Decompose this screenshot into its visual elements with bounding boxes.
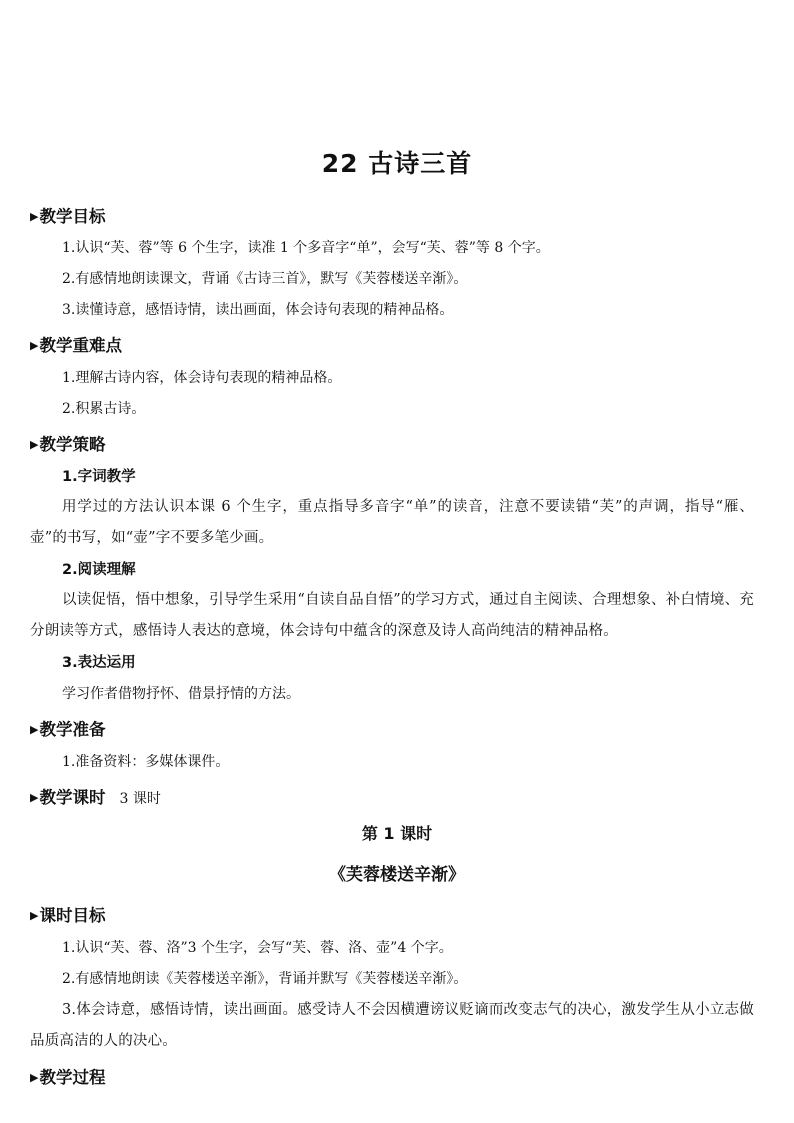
strategy-paragraph: 学习作者借物抒怀、借景抒情的方法。 <box>62 686 300 702</box>
triangle-bullet-icon: ▶ <box>30 723 39 736</box>
goal-item: 1.认识“芙、蓉”等 6 个生字，读准 1 个多音字“单”，会写“芙、蓉”等 8 个字。 <box>62 240 550 256</box>
triangle-bullet-icon: ▶ <box>30 909 39 922</box>
hours-value: 3 课时 <box>119 791 161 807</box>
section-heading-process: ▶教学过程 <box>30 1068 106 1087</box>
strategy-paragraph: 以读促悟，悟中想象，引导学生采用“自读自品自悟”的学习方式，通过自主阅读、合理想象、补白情境、充分朗读等方式，感悟诗人表达的意境，体会诗句中蕴含的深意及诗人高尚纯洁的精神品格。 <box>30 592 754 639</box>
lesson-goal-item: 3.体会诗意，感悟诗情，读出画面。感受诗人不会因横遭谤议贬谪而改变志气的决心，激发学生从小立志做品质高洁的人的决心。 <box>30 1002 754 1049</box>
triangle-bullet-icon: ▶ <box>30 339 39 352</box>
goal-item: 2.有感情地朗读课文，背诵《古诗三首》，默写《芙蓉楼送辛渐》。 <box>62 271 468 287</box>
lesson-number: 第 1 课时 <box>361 824 433 843</box>
strategy-subheading: 1.字词教学 <box>62 469 136 485</box>
strategy-subheading: 2.阅读理解 <box>62 562 136 578</box>
key-point-item: 2.积累古诗。 <box>62 401 146 417</box>
preparation-item: 1.准备资料：多媒体课件。 <box>62 754 230 770</box>
page-title: 22 古诗三首 <box>321 149 473 178</box>
triangle-bullet-icon: ▶ <box>30 791 39 804</box>
section-heading-lesson-goals: ▶课时目标 <box>30 906 106 925</box>
section-heading-hours: ▶教学课时 3 课时 <box>30 788 161 807</box>
goal-item: 3.读懂诗意，感悟诗情，读出画面，体会诗句表现的精神品格。 <box>62 302 454 318</box>
triangle-bullet-icon: ▶ <box>30 210 39 223</box>
section-heading-key-points: ▶教学重难点 <box>30 336 122 355</box>
lesson-goal-item: 1.认识“芙、蓉、洛”3 个生字，会写“芙、蓉、洛、壶”4 个字。 <box>62 940 453 956</box>
triangle-bullet-icon: ▶ <box>30 1071 39 1084</box>
section-heading-preparation: ▶教学准备 <box>30 720 106 739</box>
triangle-bullet-icon: ▶ <box>30 438 39 451</box>
section-heading-strategy: ▶教学策略 <box>30 435 106 454</box>
key-point-item: 1.理解古诗内容，体会诗句表现的精神品格。 <box>62 370 342 386</box>
section-heading-goals: ▶教学目标 <box>30 207 106 226</box>
lesson-poem-title: 《芙蓉楼送辛渐》 <box>329 865 465 885</box>
strategy-paragraph: 用学过的方法认识本课 6 个生字，重点指导多音字“单”的读音，注意不要读错“芙”的声调，指导“雁、壶”的书写，如“壶”字不要多笔少画。 <box>30 499 754 546</box>
lesson-goal-item: 2.有感情地朗读《芙蓉楼送辛渐》，背诵并默写《芙蓉楼送辛渐》。 <box>62 971 468 987</box>
strategy-subheading: 3.表达运用 <box>62 655 136 671</box>
